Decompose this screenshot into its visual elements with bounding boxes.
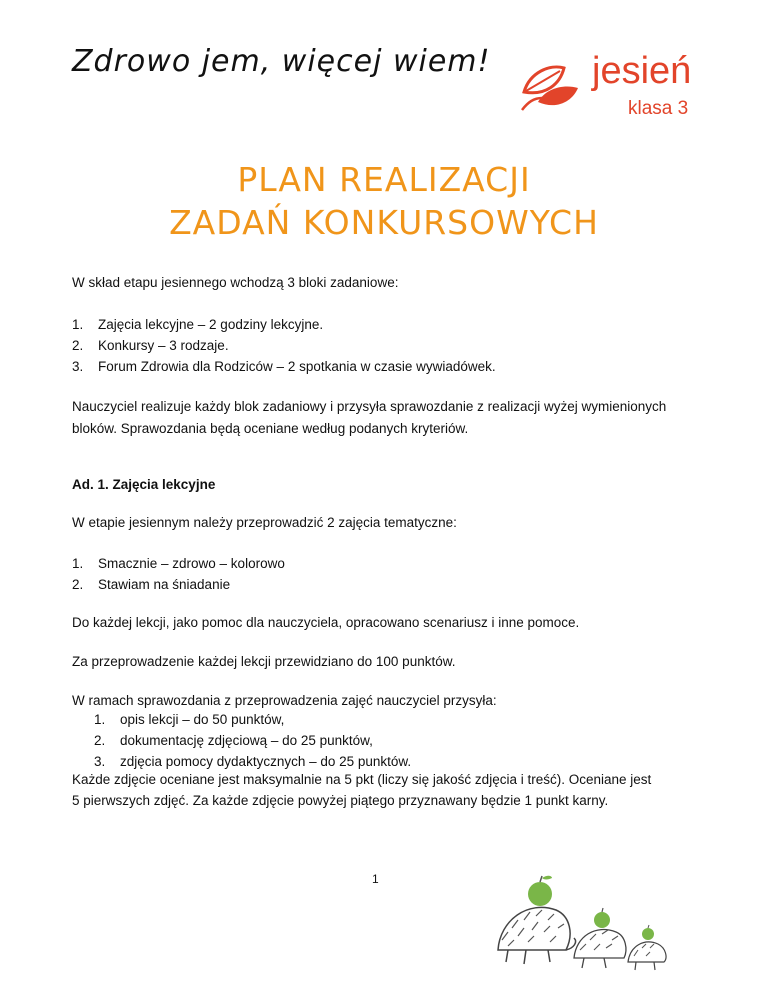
brand-logo [520,50,720,126]
section-heading: Ad. 1. Zajęcia lekcyjne [72,477,216,492]
list-item: 2. Stawiam na śniadanie [72,577,231,592]
brand-title: jesień [592,50,692,92]
slogan: Zdrowo jem, więcej wiem! [72,44,491,79]
report-intro: W ramach sprawozdania z przeprowadzenia zajęć nauczyciel przysyła: [72,693,497,708]
page-title-line-1: PLAN REALIZACJI [237,160,531,199]
page-title-line-2: ZADAŃ KONKURSOWYCH [169,203,599,242]
lessons-list [72,556,698,598]
photo-rule-paragraph: Każde zdjęcie oceniane jest maksymalnie na 5 pkt (liczy się jakość zdjęcia i treść). Oceniane jest 5 pierwszych zdjęć. Za każde zdjęcie powyżej piątego przyznawany będzie 1 punkt karny. [72,772,652,808]
list-item: 1. Smacznie – zdrowo – kolorowo [72,556,285,571]
list-item: 1. Zajęcia lekcyjne – 2 godziny lekcyjne. [72,317,324,332]
hedgehogs-with-apples-icon [478,870,678,980]
brand-subtitle: klasa 3 [628,98,689,119]
points-text: Za przeprowadzenie każdej lekcji przewidziano do 100 punktów. [72,654,456,669]
list-item: 3. Forum Zdrowia dla Rodziców – 2 spotkania w czasie wywiadówek. [72,359,496,374]
leaves-icon [520,62,582,114]
intro-text: W skład etapu jesiennego wchodzą 3 bloki zadaniowe: [72,275,399,290]
page-number: 1 [372,872,379,886]
list-item: 2. Konkursy – 3 rodzaje. [72,338,229,353]
hedgehog-large [498,876,576,964]
report-list [94,712,720,775]
list-item: 3. zdjęcia pomocy dydaktycznych – do 25 punktów. [94,754,412,769]
blocks-list [72,317,698,380]
help-text: Do każdej lekcji, jako pomoc dla nauczyciela, opracowano scenariusz i inne pomoce. [72,615,580,630]
hedgehog-medium [574,908,626,968]
list-item: 2. dokumentację zdjęciową – do 25 punktów, [94,733,373,748]
teacher-paragraph: Nauczyciel realizuje każdy blok zadaniowy i przysyła sprawozdanie z realizacji wyżej wymienionych bloków. Sprawozdania będą oceniane według podanych kryteriów. [72,399,667,436]
hedgehog-small [628,925,666,970]
list-item: 1. opis lekcji – do 50 punktów, [94,712,285,727]
lessons-intro: W etapie jesiennym należy przeprowadzić 2 zajęcia tematyczne: [72,515,457,530]
